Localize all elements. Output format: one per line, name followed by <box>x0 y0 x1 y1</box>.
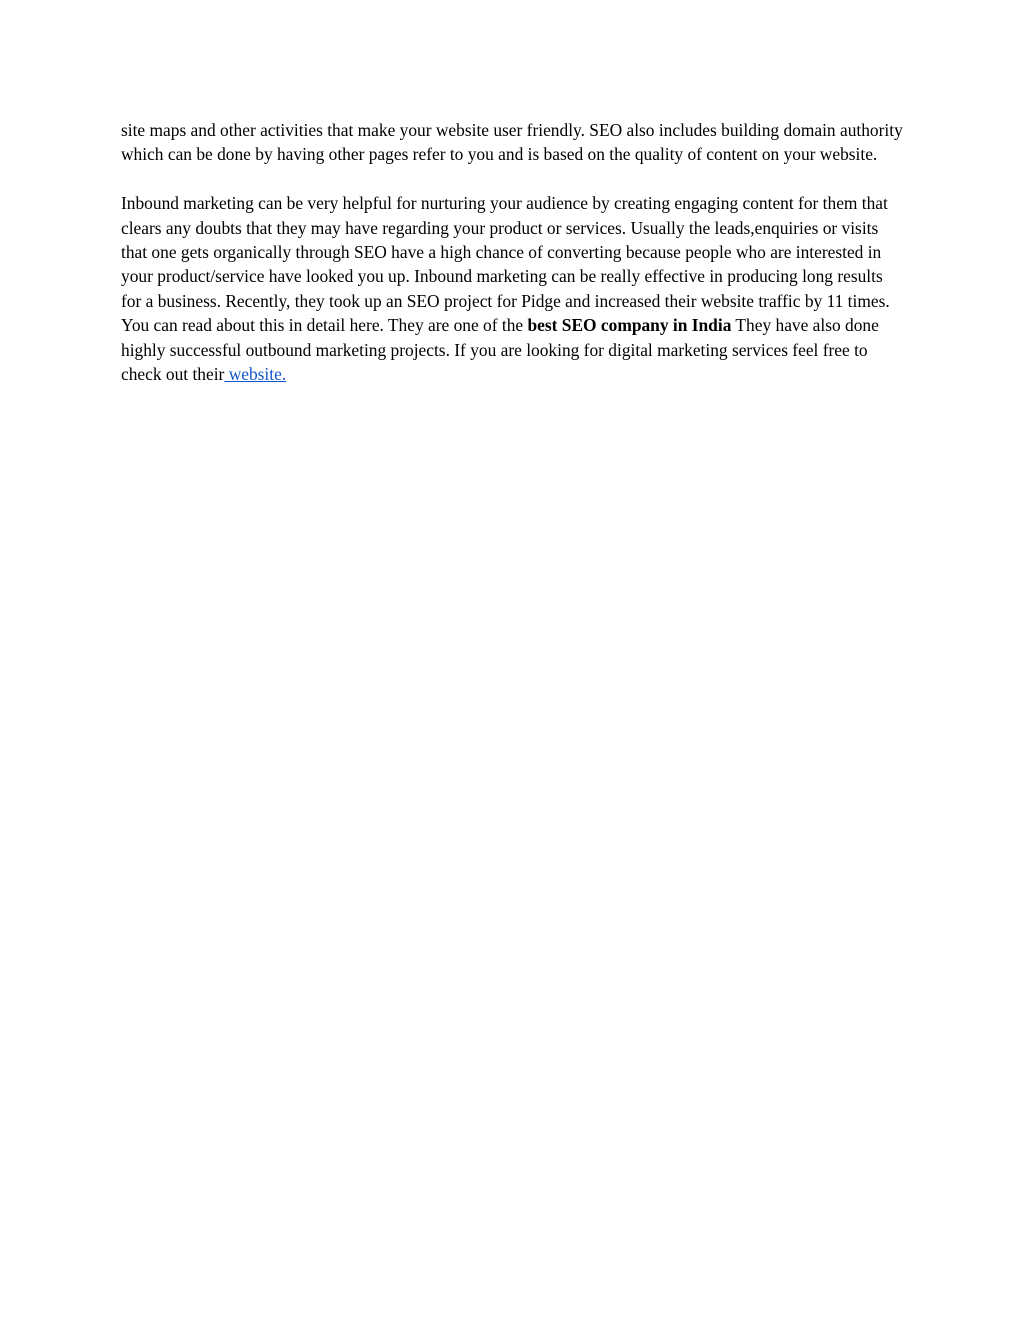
paragraph-text-continued: They have also done highly successful outbound marketing projects. If you are looking for digital marketing services feel free to check out their <box>121 315 879 385</box>
document-body <box>121 118 906 386</box>
paragraph-inbound-marketing <box>121 191 906 386</box>
paragraph-seo-intro: site maps and other activities that make your website user friendly. SEO also includes building domain authority which can be done by having other pages refer to you and is based on the quality of content on your website. <box>121 120 903 165</box>
bold-phrase-best-seo-company: best SEO company in India <box>527 315 732 336</box>
website-link[interactable]: website. <box>224 364 287 385</box>
paragraph-text: Inbound marketing can be very helpful for nurturing your audience by creating engaging content for them that clears any doubts that they may have regarding your product or services. Usually the leads,enquiries or visits that one gets organically through SEO have a high chance of converting because people who are interested in your product/service have looked you up. Inbound marketing can be really effective in producing long results for a business. Recently, they took up an SEO project for Pidge and increased their website traffic by 11 times. You can read about this in detail here. They are one of the <box>121 193 890 336</box>
